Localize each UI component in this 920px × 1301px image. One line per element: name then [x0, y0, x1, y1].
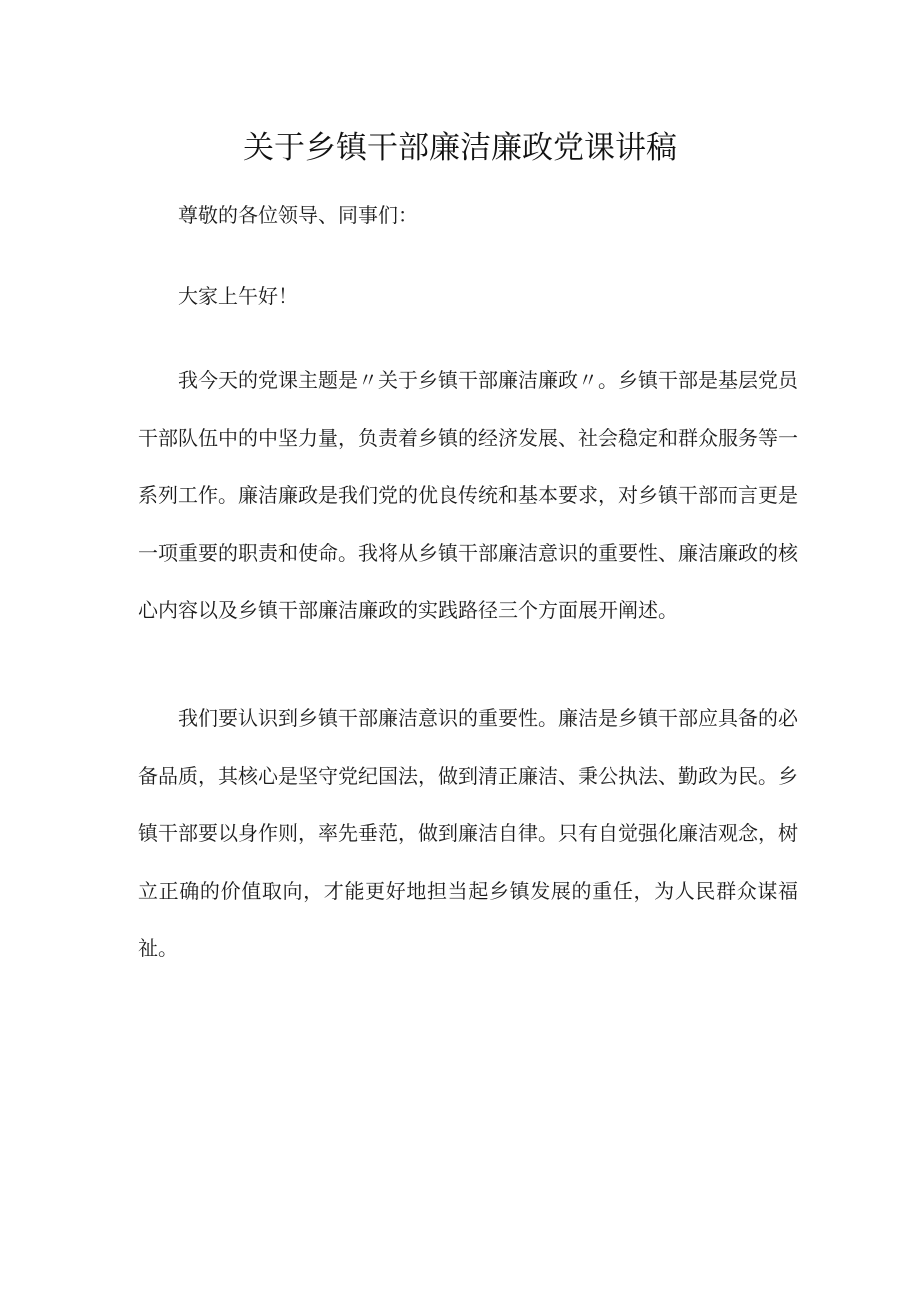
greeting: 大家上午好！ — [178, 284, 298, 308]
paragraph-2: 我们要认识到乡镇干部廉洁意识的重要性。廉洁是乡镇干部应具备的必备品质，其核心是坚守党纪国法，做到清正廉洁、秉公执法、勤政为民。乡镇干部要以身作则，率先垂范，做到廉洁自律。只有自觉强化廉洁观念，树立正确的价值取向，才能更好地担当起乡镇发展的重任，为人民群众谋福祉。 — [138, 706, 798, 960]
paragraph-1: 我今天的党课主题是〃关于乡镇干部廉洁廉政〃。乡镇干部是基层党员干部队伍中的中坚力量，负责着乡镇的经济发展、社会稳定和群众服务等一系列工作。廉洁廉政是我们党的优良传统和基本要求，对乡镇干部而言更是一项重要的职责和使命。我将从乡镇干部廉洁意识的重要性、廉洁廉政的核心内容以及乡镇干部廉洁廉政的实践路径三个方面展开阐述。 — [138, 368, 798, 622]
salutation: 尊敬的各位领导、同事们： — [178, 203, 418, 227]
document-title: 关于乡镇干部廉洁廉政党课讲稿 — [243, 130, 677, 166]
